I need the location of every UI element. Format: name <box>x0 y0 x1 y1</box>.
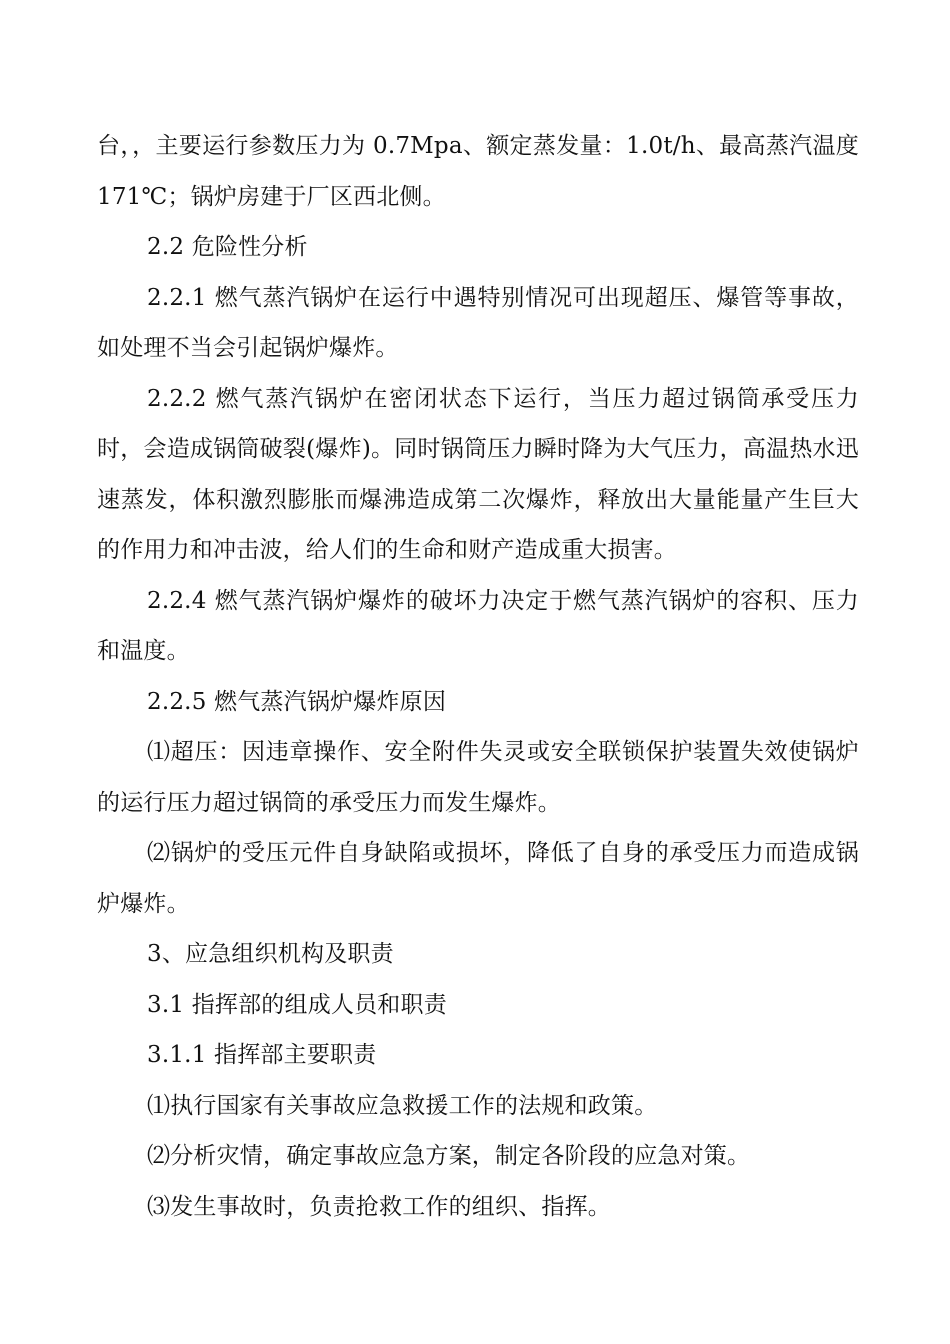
paragraph-2-2-4: 2.2.4 燃气蒸汽锅炉爆炸的破坏力决定于燃气蒸汽锅炉的容积、压力和温度。 <box>97 587 859 664</box>
list-item-duty-1: ⑴执行国家有关事故应急救援工作的法规和政策。 <box>147 1092 658 1119</box>
list-item-component-defect: ⑵锅炉的受压元件自身缺陷或损坏，降低了自身的承受压力而造成锅炉爆炸。 <box>97 840 859 917</box>
list-item-duty-2: ⑵分析灾情，确定事故应急方案，制定各阶段的应急对策。 <box>147 1143 751 1169</box>
heading-3-1-command-staff: 3.1 指挥部的组成人员和职责 <box>147 991 447 1018</box>
document-body <box>97 121 859 1232</box>
heading-3-1-1-command-duties: 3.1.1 指挥部主要职责 <box>147 1042 377 1068</box>
paragraph-2-2-1: 2.2.1 燃气蒸汽锅炉在运行中遇特别情况可出现超压、爆管等事故，如处理不当会引起锅炉爆炸。 <box>97 284 859 361</box>
paragraph-2-2-2: 2.2.2 燃气蒸汽锅炉在密闭状态下运行，当压力超过锅筒承受压力时，会造成锅筒破裂(爆炸)。同时锅筒压力瞬时降为大气压力，高温热水迅速蒸发，体积激烈膨胀而爆沸造成第二次爆炸，释放出大量能量产生巨大的作用力和冲击波，给人们的生命和财产造成重大损害。 <box>97 385 859 563</box>
list-item-overpressure: ⑴超压：因违章操作、安全附件失灵或安全联锁保护装置失效使锅炉的运行压力超过锅筒的承受压力而发生爆炸。 <box>97 739 859 816</box>
heading-3-emergency-organization: 3、应急组织机构及职责 <box>147 941 394 967</box>
heading-2-2-hazard-analysis: 2.2 危险性分析 <box>147 234 308 260</box>
paragraph-boiler-parameters: 台，，主要运行参数压力为 0.7Mpa、额定蒸发量：1.0t/h、最高蒸汽温度 171℃；锅炉房建于厂区西北侧。 <box>97 133 859 210</box>
list-item-duty-3: ⑶发生事故时，负责抢救工作的组织、指挥。 <box>147 1193 611 1220</box>
heading-2-2-5-explosion-causes: 2.2.5 燃气蒸汽锅炉爆炸原因 <box>147 688 447 715</box>
